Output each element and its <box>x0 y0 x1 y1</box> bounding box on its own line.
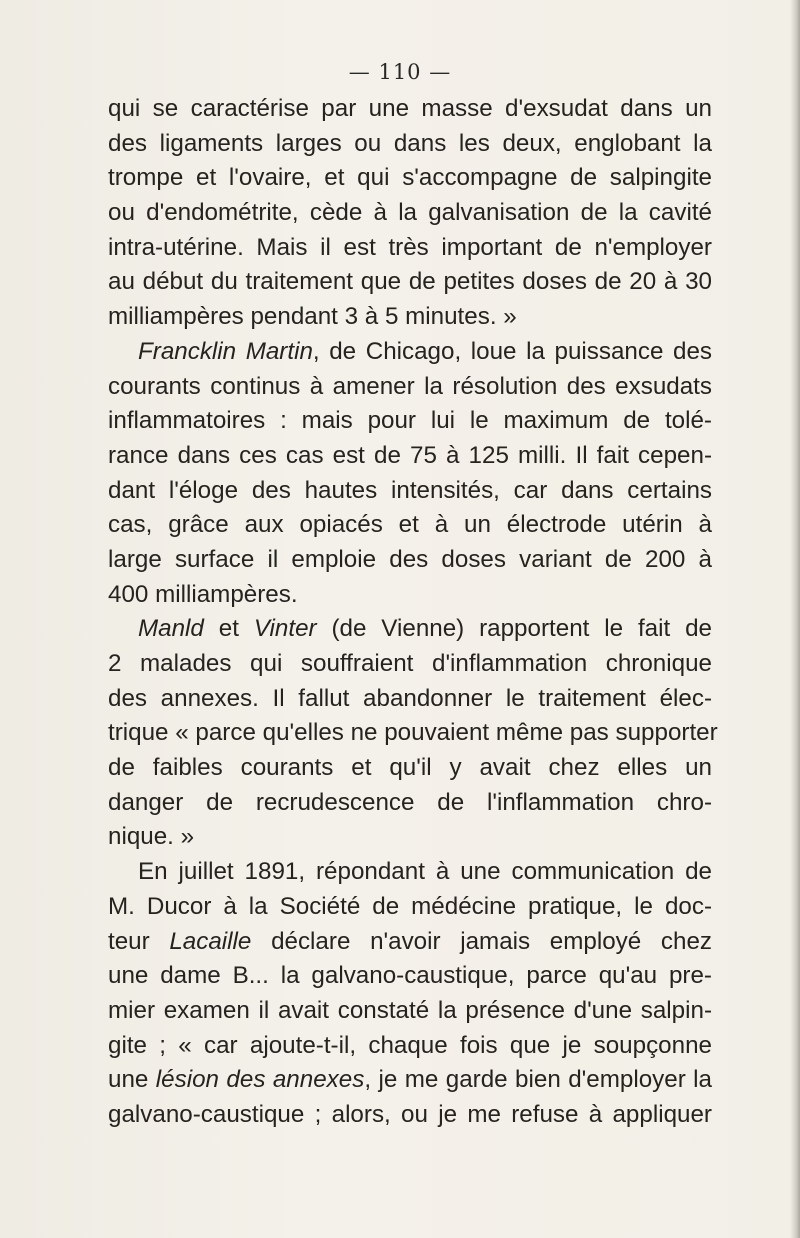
text-line: de faibles courants et qu'il y avait chez elles un <box>108 754 712 782</box>
text-line: au début du traitement que de petites doses de 20 à 30 <box>108 268 712 296</box>
italic-name: Lacaille <box>169 927 252 955</box>
italic-name: Francklin Martin <box>138 337 313 365</box>
text-line: courants continus à amener la résolution des exsudats <box>108 372 712 400</box>
text-run: (de Vienne) rapportent le fait de <box>316 615 712 643</box>
text-line: une dame B... la galvano-caustique, parce qu'au pre- <box>108 962 712 990</box>
text-line: cas, grâce aux opiacés et à un électrode utérin à <box>108 511 712 539</box>
text-line: inflammatoires : mais pour lui le maximum de tolé- <box>108 407 712 435</box>
text-line: dant l'éloge des hautes intensités, car dans certains <box>108 476 712 504</box>
text-line: des annexes. Il fallut abandonner le traitement élec- <box>108 684 712 712</box>
text-line: large surface il emploie des doses variant de 200 à <box>108 545 712 573</box>
text-line: trompe et l'ovaire, et qui s'accompagne de salpingite <box>108 164 712 192</box>
text-line: rance dans ces cas est de 75 à 125 milli. Il fait cepen- <box>108 441 712 469</box>
text-line: gite ; « car ajoute-t-il, chaque fois que je soupçonne <box>108 1031 712 1059</box>
text-run: déclare n'avoir jamais employé chez <box>251 927 712 955</box>
page-edge-shadow <box>790 0 800 1238</box>
text-line <box>108 925 712 960</box>
italic-name: lésion des annexes <box>155 1066 365 1094</box>
text-run: , je me garde bien d'employer la <box>364 1066 713 1094</box>
text-line: intra-utérine. Mais il est très important de n'employer <box>108 233 712 261</box>
text-line: En juillet 1891, répondant à une communication de <box>138 858 712 886</box>
page-number: — 110 — <box>348 60 452 84</box>
text-run: teur <box>108 927 170 955</box>
italic-name: Manld <box>138 615 204 643</box>
text-line: qui se caractérise par une masse d'exsudat dans un <box>108 95 712 122</box>
italic-name: Vinter <box>253 615 317 643</box>
text-line: 400 milliampères. <box>108 580 298 608</box>
body-text <box>108 92 718 1133</box>
text-line: 2 malades qui souffraient d'inflammation chronique <box>108 650 712 677</box>
text-line: mier examen il avait constaté la présence d'une salpin- <box>108 996 712 1024</box>
text-line: M. Ducor à la Société de médécine pratique, le doc- <box>108 892 712 920</box>
text-line: milliampères pendant 3 à 5 minutes. » <box>108 303 517 331</box>
text-line: trique « parce qu'elles ne pouvaient même pas supporter <box>108 719 718 747</box>
text-line: galvano-caustique ; alors, ou je me refuse à appliquer <box>108 1100 712 1128</box>
text-line: danger de recrudescence de l'inflammation chro- <box>108 788 712 816</box>
text-line <box>108 1063 712 1098</box>
text-line <box>108 335 712 370</box>
text-run: et <box>203 615 254 643</box>
text-run: , de Chicago, loue la puissance des <box>312 337 713 365</box>
text-run: une <box>108 1066 156 1094</box>
text-line <box>108 612 712 647</box>
text-line: des ligaments larges ou dans les deux, englobant la <box>108 129 712 157</box>
text-line: nique. » <box>108 823 195 851</box>
text-line: ou d'endométrite, cède à la galvanisation de la cavité <box>108 199 712 227</box>
